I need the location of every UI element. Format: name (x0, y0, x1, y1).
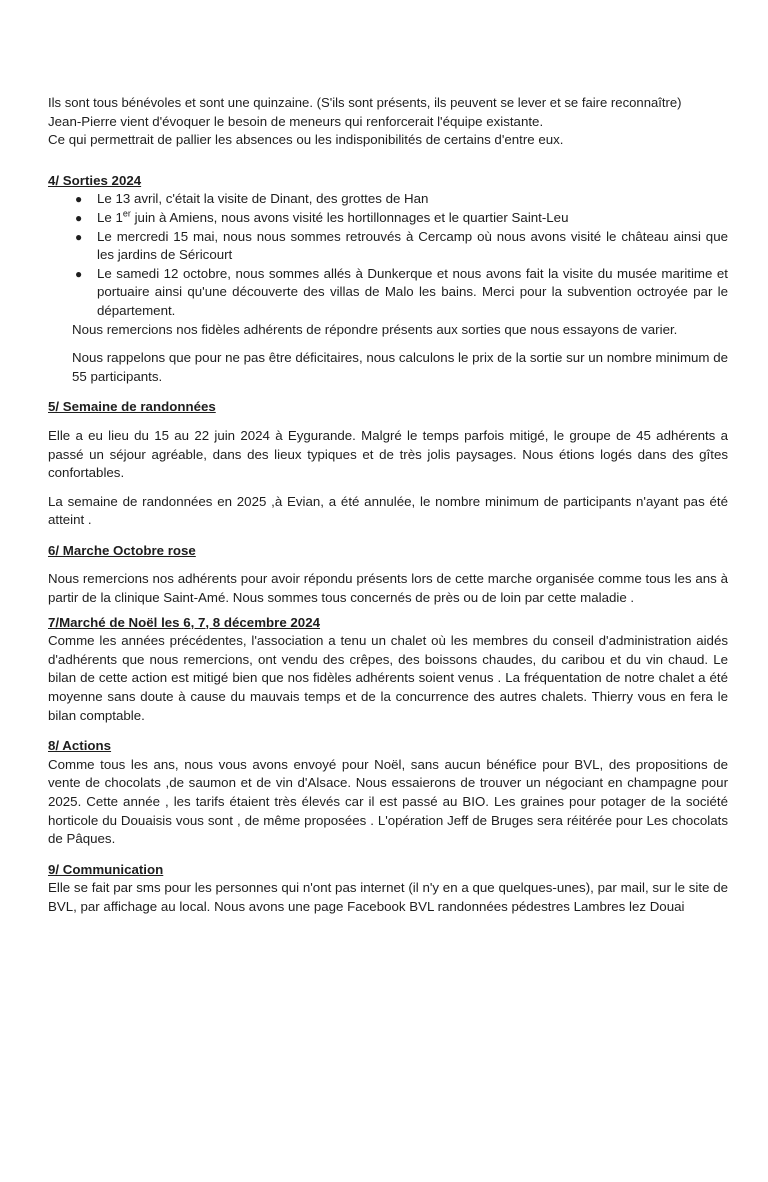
sortie-item-text: Le mercredi 15 mai, nous nous sommes retrouvés à Cercamp où nous avons visité le château ainsi que les jardins de Séricourt (97, 228, 728, 263)
list-item (73, 209, 728, 228)
sorties-thanks: Nous remercions nos fidèles adhérents de répondre présents aux sorties que nous essayons de varier. (72, 321, 678, 337)
bullet-icon: ● (75, 266, 83, 281)
document-body (48, 94, 728, 917)
marche-noel-paragraph: Comme les années précédentes, l'association a tenu un chalet où les membres du conseil d'administration aidés d'adhérents que nous remercions, ont vendu des crêpes, des boissons chaudes, du caribou et du vin chaud. Le bilan de cette action est mitigé bien que nos fidèles adhérents soient venus . La fréquentation de notre chalet a été moyenne sans doute à cause du mauvais temps et de la concurrence des autres chalets. Thierry vous en fera le bilan comptable. (48, 633, 728, 723)
section-heading-sorties: 4/ Sorties 2024 (48, 172, 142, 188)
intro-line-3: Ce qui permettrait de pallier les absences ou les indisponibilités de certains d'entre eux. (48, 132, 564, 148)
communication-paragraph: Elle se fait par sms pour les personnes qui n'ont pas internet (il n'y en a que quelques-unes), par mail, sur le site de BVL, par affichage au local. Nous avons une page Facebook BVL randonnées pédestres Lambres lez Douai (48, 880, 728, 914)
list-item (73, 228, 728, 265)
intro-line-2: Jean-Pierre vient d'évoquer le besoin de meneurs qui renforcerait l'équipe existante. (48, 113, 544, 129)
section-heading-randonnees: 5/ Semaine de randonnées (48, 399, 216, 415)
actions-paragraph: Comme tous les ans, nous vous avons envoyé pour Noël, sans aucun bénéfice pour BVL, des propositions de vente de chocolats ,de saumon et de vin d'Alsace. Nous essaierons de trouver un négociant en champagne pour 2025. Cette année , les tarifs étaient très élevés car il est passé au BIO. Les graines pour potager de la société horticole du Douaisis vous sont , de même proposées . L'opération Jeff de Bruges sera réitérée pour Les chocolats de Pâques. (48, 756, 728, 847)
sortie-item-text: Le samedi 12 octobre, nous sommes allés à Dunkerque et nous avons fait la visite du musée maritime et portuaire ainsi qu'une découverte des villas de Malo les bains. Merci pour la subvention octroyée par le département. (97, 265, 728, 318)
octobre-rose-paragraph: Nous remercions nos adhérents pour avoir répondu présents lors de cette marche organisée comme tous les ans à partir de la clinique Saint-Amé. Nous sommes tous concernés de près ou de loin par cette maladie . (48, 571, 728, 606)
sorties-list (48, 190, 728, 320)
list-item (73, 265, 728, 321)
ordinal-superscript: er (122, 208, 131, 219)
bullet-icon: ● (75, 210, 83, 225)
sortie-item-suffix: juin à Amiens, nous avons visité les hortillonnages et le quartier Saint-Leu (130, 209, 569, 225)
randonnees-paragraph-2: La semaine de randonnées en 2025 ,à Evian, a été annulée, le nombre minimum de participants n'ayant pas été atteint . (48, 493, 728, 528)
list-item (73, 190, 728, 209)
bullet-icon: ● (75, 229, 83, 244)
sorties-reminder: Nous rappelons que pour ne pas être déficitaires, nous calculons le prix de la sortie sur un nombre minimum de 55 participants. (72, 350, 728, 384)
bullet-icon: ● (75, 192, 83, 207)
section-heading-actions: 8/ Actions (48, 738, 112, 754)
section-heading-marche-noel: 7/Marché de Noël les 6, 7, 8 décembre 2024 (48, 614, 320, 630)
section-heading-communication: 9/ Communication (48, 861, 164, 877)
section-heading-octobre-rose: 6/ Marche Octobre rose (48, 542, 196, 558)
sortie-item-prefix: Le 1 (97, 209, 123, 225)
randonnees-paragraph-1: Elle a eu lieu du 15 au 22 juin 2024 à Eygurande. Malgré le temps parfois mitigé, le groupe de 45 adhérents a passé un séjour agréable, dans des lieux typiques et de très jolis paysages. Nous étions logés dans des gîtes confortables. (48, 427, 728, 481)
intro-line-1: Ils sont tous bénévoles et sont une quinzaine. (S'ils sont présents, ils peuvent se lever et se faire reconnaître) (48, 95, 682, 110)
sortie-item-text: Le 13 avril, c'était la visite de Dinant, des grottes de Han (97, 191, 429, 207)
